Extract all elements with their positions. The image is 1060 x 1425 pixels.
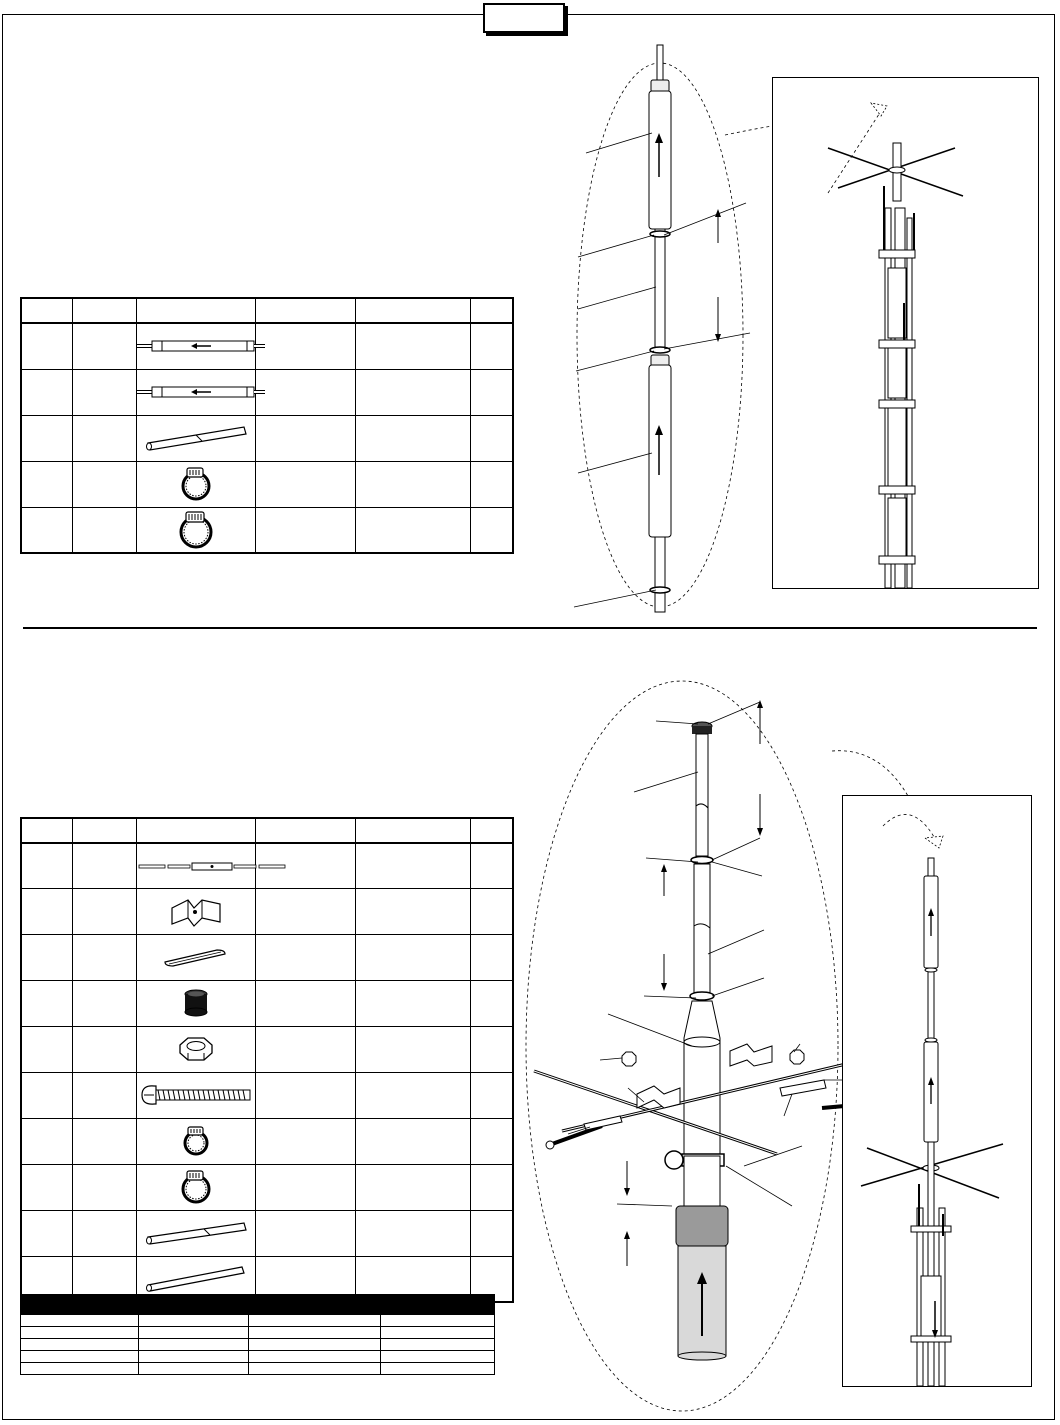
spec-cell	[139, 1339, 249, 1351]
spec-cell	[249, 1327, 381, 1339]
table-cell	[73, 507, 137, 553]
table-cell	[21, 1072, 73, 1118]
table-cell	[355, 843, 470, 888]
table-cell	[355, 934, 470, 980]
table-cell	[73, 934, 137, 980]
table-cell	[256, 507, 355, 553]
table-row	[21, 1363, 495, 1375]
table-cell	[355, 1164, 470, 1210]
spec-cell	[249, 1315, 381, 1327]
spec-cell	[381, 1351, 495, 1363]
split-tube-icon	[144, 1217, 248, 1249]
table-cell	[256, 1118, 355, 1164]
table-cell	[470, 461, 513, 507]
table-cell	[21, 415, 73, 461]
table-cell	[470, 934, 513, 980]
base-assembly-overview-panel	[842, 795, 1032, 1387]
table-cell	[256, 1072, 355, 1118]
table-cell	[21, 323, 73, 369]
table-cell	[256, 369, 355, 415]
table-cell	[21, 369, 73, 415]
table-cell	[355, 980, 470, 1026]
solid-rod-icon	[144, 1263, 248, 1295]
table-row	[21, 980, 513, 1026]
table-cell	[355, 461, 470, 507]
table-cell	[256, 1026, 355, 1072]
table-row	[21, 934, 513, 980]
base-overview-drawing	[843, 796, 1031, 1386]
spec-cell	[381, 1315, 495, 1327]
table-cell	[355, 369, 470, 415]
table-cell	[355, 415, 470, 461]
spec-cell	[139, 1327, 249, 1339]
table-row	[21, 1072, 513, 1118]
header-cell	[355, 818, 470, 843]
header-cell	[73, 818, 137, 843]
spec-cell	[139, 1351, 249, 1363]
spec-cell	[139, 1363, 249, 1375]
table-row	[21, 1327, 495, 1339]
table-cell	[21, 461, 73, 507]
table-cell	[73, 1026, 137, 1072]
hose-clamp-icon	[176, 466, 216, 502]
header-cell	[256, 818, 355, 843]
table-row	[21, 323, 513, 369]
table-row	[21, 843, 513, 888]
table-cell	[73, 843, 137, 888]
hose-clamp-icon	[176, 1169, 216, 1205]
hex-nut-icon	[174, 1033, 218, 1065]
table-cell	[73, 369, 137, 415]
header-cell	[21, 298, 73, 323]
table-cell	[470, 1164, 513, 1210]
table-cell	[21, 507, 73, 553]
table-row	[21, 1339, 495, 1351]
assembled-antenna-overview-panel	[772, 77, 1039, 589]
spec-cell	[249, 1351, 381, 1363]
end-cap-icon	[181, 988, 211, 1018]
table-cell	[73, 980, 137, 1026]
table-cell	[21, 888, 73, 934]
table-cell	[256, 461, 355, 507]
spec-cell	[21, 1363, 139, 1375]
spec-cell	[21, 1351, 139, 1363]
table-cell	[355, 1026, 470, 1072]
table-cell	[73, 1164, 137, 1210]
table-cell	[470, 1210, 513, 1256]
table-cell	[470, 980, 513, 1026]
spec-cell	[249, 1339, 381, 1351]
header-cell	[470, 298, 513, 323]
header-cell	[470, 818, 513, 843]
header-cell	[73, 298, 137, 323]
table-cell	[73, 1072, 137, 1118]
upper-section-exploded-drawing	[560, 45, 775, 620]
table-cell	[256, 1164, 355, 1210]
table-cell	[256, 415, 355, 461]
spec-cell	[381, 1339, 495, 1351]
parts-table-header-row	[21, 818, 513, 843]
split-tube-icon	[144, 421, 248, 455]
table-cell	[256, 888, 355, 934]
table-cell	[256, 934, 355, 980]
table-cell	[21, 934, 73, 980]
table-row	[21, 1164, 513, 1210]
base-section-exploded-drawing	[522, 676, 842, 1421]
table-cell	[470, 415, 513, 461]
spec-cell	[21, 1327, 139, 1339]
table-cell	[73, 1118, 137, 1164]
matching-tube-arrow-icon	[137, 384, 267, 400]
spec-header-cell	[249, 1295, 381, 1315]
table-row	[21, 415, 513, 461]
page-number-tab	[483, 3, 565, 33]
table-cell	[355, 323, 470, 369]
spec-header-cell	[381, 1295, 495, 1315]
table-cell	[21, 1210, 73, 1256]
specifications-table	[20, 1294, 495, 1375]
table-cell	[21, 1118, 73, 1164]
header-cell	[136, 818, 255, 843]
parts-table-section-1	[20, 297, 514, 554]
matching-tube-arrow-icon	[137, 338, 267, 354]
table-row	[21, 461, 513, 507]
table-cell	[355, 507, 470, 553]
spec-header-cell	[139, 1295, 249, 1315]
table-cell	[470, 1026, 513, 1072]
table-cell	[470, 1072, 513, 1118]
antenna-overview-drawing	[773, 78, 1038, 588]
header-cell	[256, 298, 355, 323]
table-cell	[73, 415, 137, 461]
half-clamp-shell-icon	[161, 944, 231, 970]
table-cell	[355, 1118, 470, 1164]
hose-clamp-icon	[174, 510, 218, 550]
table-cell	[355, 1072, 470, 1118]
table-cell	[21, 1026, 73, 1072]
spec-cell	[139, 1315, 249, 1327]
spec-cell	[21, 1315, 139, 1327]
mounting-bracket-icon	[166, 892, 226, 930]
spec-cell	[249, 1363, 381, 1375]
table-row	[21, 507, 513, 553]
table-cell	[355, 888, 470, 934]
table-cell	[73, 323, 137, 369]
table-cell	[470, 843, 513, 888]
table-cell	[73, 461, 137, 507]
table-cell	[73, 888, 137, 934]
table-cell	[21, 1164, 73, 1210]
section-divider	[23, 627, 1037, 629]
spec-cell	[381, 1363, 495, 1375]
table-cell	[21, 980, 73, 1026]
table-row	[21, 1026, 513, 1072]
hose-clamp-icon	[178, 1125, 214, 1157]
parts-table-header-row	[21, 298, 513, 323]
table-cell	[470, 507, 513, 553]
table-row	[21, 1210, 513, 1256]
table-row	[21, 1118, 513, 1164]
header-cell	[355, 298, 470, 323]
table-row	[21, 888, 513, 934]
spec-cell	[21, 1339, 139, 1351]
table-cell	[355, 1210, 470, 1256]
table-row	[21, 1315, 495, 1327]
table-cell	[21, 843, 73, 888]
table-cell	[470, 369, 513, 415]
parts-table-section-2	[20, 817, 514, 1303]
table-cell	[470, 888, 513, 934]
header-cell	[21, 818, 73, 843]
table-cell	[470, 1118, 513, 1164]
spec-cell	[381, 1327, 495, 1339]
table-row	[21, 1351, 495, 1363]
header-cell	[136, 298, 255, 323]
table-cell	[256, 1210, 355, 1256]
machine-screw-icon	[138, 1083, 254, 1107]
table-cell	[256, 980, 355, 1026]
table-cell	[470, 323, 513, 369]
table-cell	[256, 323, 355, 369]
table-cell	[73, 1210, 137, 1256]
spec-header-cell	[21, 1295, 139, 1315]
spec-header-row	[21, 1295, 495, 1315]
table-row	[21, 369, 513, 415]
